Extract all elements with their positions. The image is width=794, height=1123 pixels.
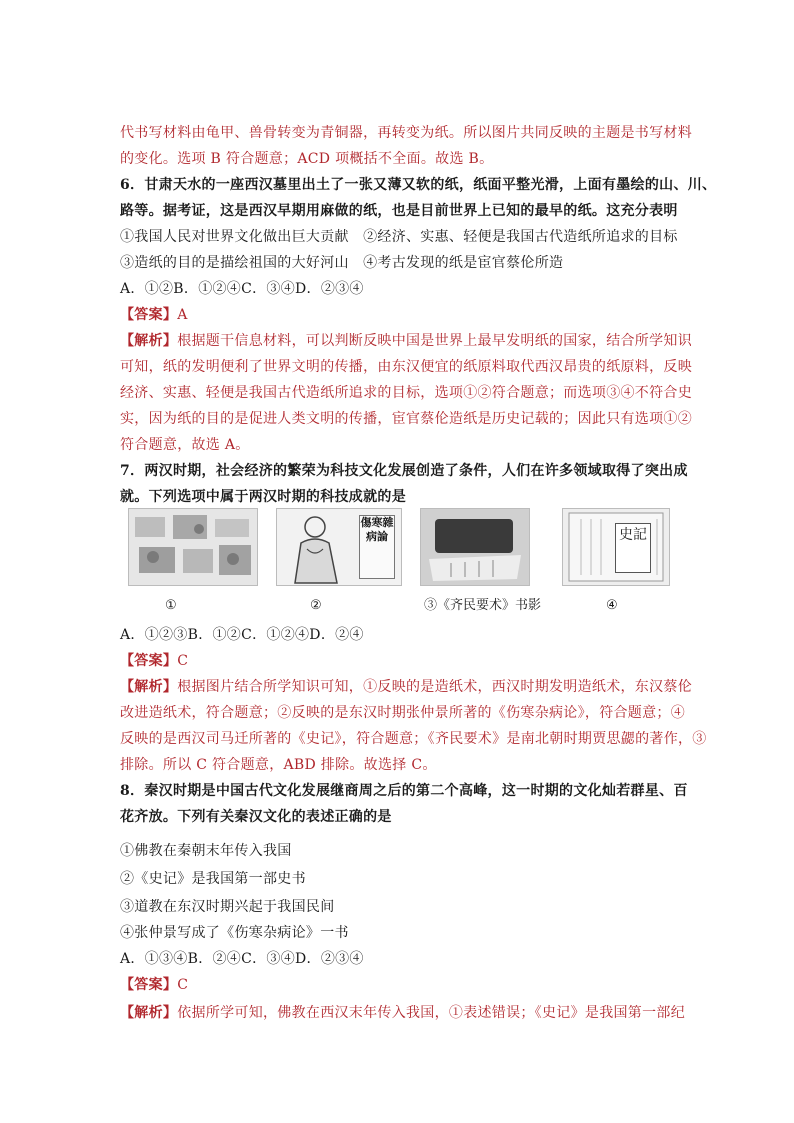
zhang-zhongjing-illustration <box>276 508 402 586</box>
shiji-book-image <box>562 508 670 586</box>
analysis-text: 依据所学可知，佛教在西汉末年传入我国，①表述错误；《史记》是我国第一部纪 <box>177 1005 686 1021</box>
caption-1: ① <box>165 598 177 613</box>
q6-stem-line-2: 路等。据考证，这是西汉早期用麻做的纸，也是目前世界上已知的最早的纸。这充分表明 <box>120 203 678 219</box>
caption-2: ② <box>310 598 322 613</box>
q6-items-line-1: ①我国人民对世界文化做出巨大贡献 ②经济、实惠、轻便是我国古代造纸所追求的目标 <box>120 229 678 245</box>
q7-stem-line-2: 就。下列选项中属于两汉时期的科技成就的是 <box>120 489 406 505</box>
q7-analysis-line-4: 排除。所以 C 符合题意，ABD 排除。故选择 C。 <box>120 757 437 773</box>
q6-analysis-line-4: 实，因为纸的目的是促进人类文明的传播，宦官蔡伦造纸是历史记载的；因此只有选项①② <box>120 411 692 427</box>
analysis-label: 【解析】 <box>120 333 178 349</box>
analysis-text: 根据题干信息材料，可以判断反映中国是世界上最早发明纸的国家，结合所学知识 <box>177 333 693 349</box>
q6-answer <box>120 302 188 328</box>
caption-4: ④ <box>606 598 618 613</box>
q7-analysis-line-2: 改进造纸术，符合题意；②反映的是东汉时期张仲景所著的《伤寒杂病论》，符合题意；④ <box>120 705 685 721</box>
answer-value: C <box>177 653 189 669</box>
q6-analysis-line-3: 经济、实惠、轻便是我国古代造纸所追求的目标，选项①②符合题意；而选项③④不符合史 <box>120 385 692 401</box>
papermaking-illustration <box>128 508 258 586</box>
q6-items-line-2: ③造纸的目的是描绘祖国的大好河山 ④考古发现的纸是宦官蔡伦所造 <box>120 255 564 271</box>
analysis-label: 【解析】 <box>120 1005 178 1021</box>
q7-analysis-line-3: 反映的是西汉司马迁所著的《史记》，符合题意；《齐民要术》是南北朝时期贾思勰的著作，③ <box>120 731 707 747</box>
answer-value: A <box>177 307 188 323</box>
prev-analysis-line-1: 代书写材料由龟甲、兽骨转变为青铜器，再转变为纸。所以图片共同反映的主题是书写材料 <box>120 125 692 141</box>
q6-stem-line-1: 6．甘肃天水的一座西汉墓里出土了一张又薄又软的纸，纸面平整光滑，上面有墨绘的山、川、 <box>120 177 717 193</box>
q7-options: A．①②③B．①②C．①②④D．②④ <box>120 627 364 643</box>
answer-label: 【答案】 <box>120 653 178 669</box>
analysis-text: 根据图片结合所学知识可知，①反映的是造纸术，西汉时期发明造纸术，东汉蔡伦 <box>177 679 693 695</box>
analysis-label: 【解析】 <box>120 679 178 695</box>
shiji-title-card: 史記 <box>615 523 651 573</box>
q7-analysis-line-1 <box>120 674 692 700</box>
q8-item-4: ④张仲景写成了《伤寒杂病论》一书 <box>120 925 349 941</box>
q7-stem-line-1: 7．两汉时期，社会经济的繁荣为科技文化发展创造了条件，人们在许多领域取得了突出成 <box>120 463 688 479</box>
qimin-yaoshu-book-image <box>420 508 530 586</box>
q6-options: A．①②B．①②④C．③④D．②③④ <box>120 281 364 297</box>
q8-stem-line-2: 花齐放。下列有关秦汉文化的表述正确的是 <box>120 809 392 825</box>
q8-item-3: ③道教在东汉时期兴起于我国民间 <box>120 899 335 915</box>
shanghan-lun-title-card: 傷寒雜病論 <box>359 515 395 579</box>
q8-stem-line-1: 8．秦汉时期是中国古代文化发展继商周之后的第二个高峰，这一时期的文化灿若群星、百 <box>120 783 688 799</box>
q8-item-2: ②《史记》是我国第一部史书 <box>120 871 306 887</box>
q7-image-row <box>128 508 668 584</box>
q6-analysis-line-1 <box>120 328 692 354</box>
q8-item-1: ①佛教在秦朝末年传入我国 <box>120 843 292 859</box>
q7-answer <box>120 648 188 674</box>
q8-options: A．①③④B．②④C．③④D．②③④ <box>120 951 364 967</box>
q8-analysis-line-1 <box>120 1000 685 1026</box>
answer-value: C <box>177 977 189 993</box>
answer-label: 【答案】 <box>120 307 178 323</box>
q6-analysis-line-5: 符合题意，故选 A。 <box>120 437 250 453</box>
q6-analysis-line-2: 可知，纸的发明便利了世界文明的传播，由东汉便宜的纸原料取代西汉昂贵的纸原料，反映 <box>120 359 692 375</box>
answer-label: 【答案】 <box>120 977 178 993</box>
caption-3: ③《齐民要术》书影 <box>424 598 542 613</box>
q8-answer <box>120 972 188 998</box>
prev-analysis-line-2: 的变化。选项 B 符合题意；ACD 项概括不全面。故选 B。 <box>120 151 494 167</box>
